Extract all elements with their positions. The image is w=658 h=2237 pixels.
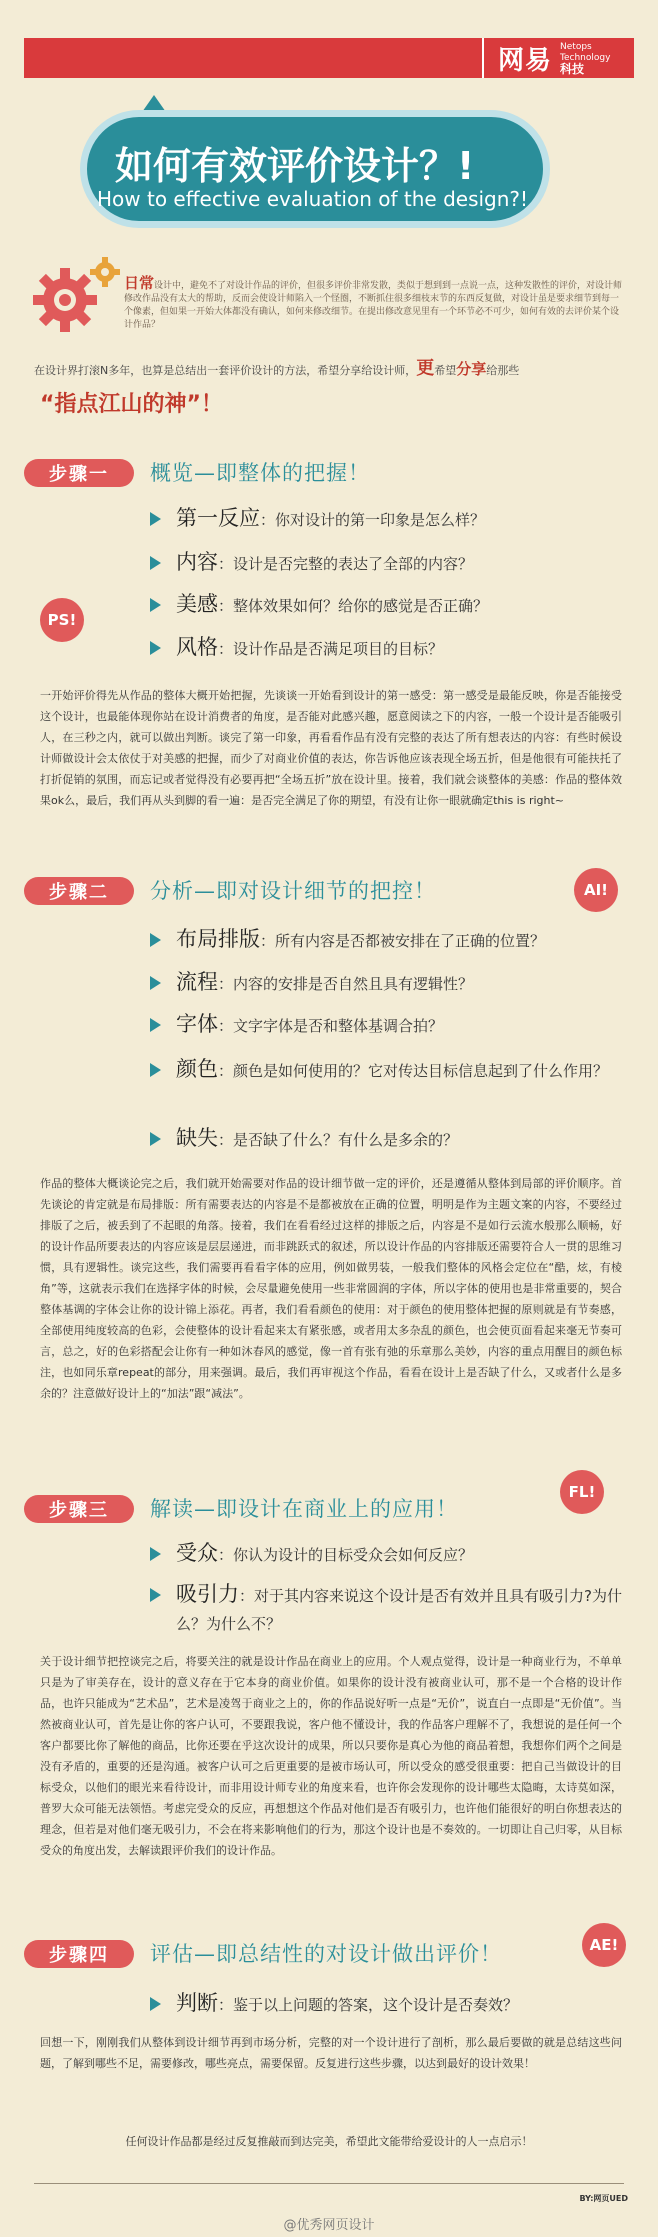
byline: BY:网页UED — [579, 2194, 628, 2203]
item-key: 颜色 — [176, 1057, 218, 1081]
triangle-bullet-icon — [150, 512, 161, 526]
item-key: 第一反应 — [176, 506, 260, 530]
step-2-item — [176, 1127, 458, 1152]
triangle-bullet-icon — [150, 598, 161, 612]
ae-badge: AE! — [582, 1923, 626, 1967]
summary-line — [34, 358, 644, 382]
summary-emphasis-2: 分享 — [456, 360, 487, 378]
header-bar — [24, 38, 634, 78]
step-3-item — [176, 1542, 473, 1567]
fl-badge: FL! — [560, 1470, 604, 1514]
watermark: @优秀网页设计 — [283, 2218, 375, 2233]
item-text: ：文字字体是否和整体基调合拍？ — [218, 1017, 444, 1035]
summary-text-1: 在设计界打滚N多年，也算是总结出一套评价设计的方法，希望分享给设计师， — [34, 364, 417, 377]
item-key: 受众 — [176, 1541, 218, 1565]
step-4-item — [176, 1992, 518, 2017]
title-bubble — [80, 110, 550, 228]
netease-logo — [482, 38, 634, 78]
item-text: ：对于其内容来说这个设计是否有效并且具有吸引力?为什么？为什么不？ — [176, 1587, 622, 1633]
step-1-title: 概览—即整体的把握！ — [150, 461, 370, 485]
step-4-header — [0, 1936, 658, 1972]
item-key: 流程 — [176, 970, 218, 994]
triangle-bullet-icon — [150, 1547, 161, 1561]
step-2-item — [176, 971, 473, 996]
item-text: ：你认为设计的目标受众会如何反应？ — [218, 1546, 474, 1564]
step-1-item — [176, 593, 488, 618]
triangle-bullet-icon — [150, 641, 161, 655]
item-text: ：设计是否完整的表达了全部的内容？ — [218, 555, 474, 573]
logo-sub — [560, 42, 610, 75]
step-4-title: 评估—即总结性的对设计做出评价！ — [150, 1942, 502, 1966]
item-key: 字体 — [176, 1012, 218, 1036]
small-gear-icon — [88, 255, 122, 289]
step-2-item — [176, 1055, 616, 1085]
intro-text: 设计中，避免不了对设计作品的评价，但很多评价非常发散，类似于想到到一点说一点，这种发散性的评价，对设计师修改作品没有太大的帮助，反而会使设计师陷入一个怪圈，不断抓住很多细枝末节的东西反复做，对设计虽是要求细节到每一个像素，但如果一开始大体都没有确认，如何来修改细节。在提出修改意见里有一个环节必不可少，如何有效的去评价某个设计作品？ — [124, 281, 623, 330]
step-4-tag: 步骤四 — [24, 1940, 134, 1968]
item-key: 缺失 — [176, 1126, 218, 1150]
item-key: 内容 — [176, 550, 218, 574]
item-text: ：鉴于以上问题的答案，这个设计是否奏效？ — [218, 1996, 519, 2014]
triangle-bullet-icon — [150, 1997, 161, 2011]
intro-lead: 日常 — [124, 274, 155, 292]
step-2-body: 作品的整体大概谈论完之后，我们就开始需要对作品的设计细节做一定的评价，还是遵循从整体到局部的评价顺序。首先谈论的肯定就是布局排版：所有需要表达的内容是不是都被放在正确的位置，明明是作为主题文案的内容，不要经过排版了之后，被丢到了不起眼的角落。接着，我们在看看经过这样的排版之后，内容是不是如行云流水般那么顺畅，好的设计作品所要表达的内容应该是层层递进，而非跳跃式的叙述，所以设计作品的内容排版还需要符合人一贯的思维习惯，具有逻辑性。谈完这些，我们需要再看看字体的应用，例如做男装，一般我们整体的风格会定位在“酷，炫，有棱角”等，这就表示我们在选择字体的时候，会尽量避免使用一些非常圆润的字体，所以字体的使用也是非常重要的，契合整体基调的字体会让你的设计锦上添花。再者，我们看看颜色的使用：对于颜色的使用整体把握的原则就是有节奏感，全部使用纯度较高的色彩，会使整体的设计看起来太有紧张感，或者用太多杂乱的颜色，也会使页面看起来毫无节奏可言，总之，好的色彩搭配会让你有一种如沐春风的感觉，像一首有张有弛的乐章那么美妙，内容的重点用醒目的颜色标注，也如同乐章repeat的部分，用来强调。最后，我们再审视这个作品，看看在设计上是否缺了什么，又或者什么是多余的？注意做好设计上的“加法”跟“减法”。 — [40, 1177, 622, 1400]
summary-quote: “指点江山的神”！ — [40, 392, 223, 417]
step-2-title: 分析—即对设计细节的把控！ — [150, 879, 436, 903]
step-2-tag: 步骤二 — [24, 877, 134, 905]
item-key: 风格 — [176, 635, 218, 659]
item-text: ：设计作品是否满足项目的目标？ — [218, 640, 444, 658]
item-key: 美感 — [176, 592, 218, 616]
closing-text: 任何设计作品都是经过反复推敲而到达完美，希望此文能带给爱设计的人一点启示！ — [125, 2135, 533, 2148]
logo-en-1: Netops — [560, 41, 592, 52]
step-2-item — [176, 1013, 443, 1038]
triangle-bullet-icon — [150, 1018, 161, 1032]
step-2-header — [0, 873, 658, 909]
ps-badge: PS! — [40, 598, 84, 642]
step-3-header — [0, 1491, 658, 1527]
item-text: ：内容的安排是否自然且具有逻辑性？ — [218, 975, 474, 993]
step-2-item — [176, 928, 545, 953]
item-key: 布局排版 — [176, 927, 260, 951]
divider — [34, 2183, 624, 2184]
triangle-bullet-icon — [150, 1063, 161, 1077]
triangle-bullet-icon — [150, 976, 161, 990]
triangle-bullet-icon — [150, 1132, 161, 1146]
step-1-item — [176, 636, 443, 661]
page-subtitle: How to effective evaluation of the design?! — [97, 187, 529, 211]
logo-text: 网易 — [498, 45, 553, 76]
item-text: ：整体效果如何？给你的感觉是否正确？ — [218, 597, 489, 615]
step-3-title: 解读—即设计在商业上的应用！ — [150, 1497, 458, 1521]
summary-text-2: 希望 — [434, 364, 457, 377]
step-1-item — [176, 551, 473, 576]
item-text: ：颜色是如何使用的？它对传达目标信息起到了什么作用？ — [218, 1062, 609, 1080]
intro-paragraph — [124, 274, 624, 332]
summary-emphasis: 更 — [416, 358, 435, 379]
step-1-item — [176, 507, 485, 532]
item-text: ：是否缺了什么？有什么是多余的？ — [218, 1131, 459, 1149]
ai-badge: AI! — [574, 868, 618, 912]
step-4-body: 回想一下，刚刚我们从整体到设计细节再到市场分析，完整的对一个设计进行了剖析，那么最后要做的就是总结这些问题，了解到哪些不足，需要修改，哪些亮点，需要保留。反复进行这些步骤，以达到最好的设计效果！ — [40, 2036, 622, 2070]
step-3-tag: 步骤三 — [24, 1495, 134, 1523]
triangle-bullet-icon — [150, 556, 161, 570]
step-1-header — [0, 455, 658, 491]
step-1-tag: 步骤一 — [24, 459, 134, 487]
item-key: 吸引力 — [176, 1582, 239, 1606]
triangle-bullet-icon — [150, 1588, 161, 1602]
logo-en-2: Technology — [560, 52, 611, 63]
step-1-body: 一开始评价得先从作品的整体大概开始把握，先谈谈一开始看到设计的第一感受：第一感受是最能反映，你是否能接受这个设计，也最能体现你站在设计消费者的角度，是否能对此感兴趣，愿意阅读之下的内容，一般一个设计是否能吸引人，在三秒之内，就可以做出判断。谈完了第一印象，再看看作品有没有完整的表达了所有想表达的内容：有些时候设计师做设计会太依仗于对美感的把握，而少了对商业价值的表达，你告诉他应该表现全场五折，但是他很有可能扶托了打折促销的氛围，而忘记或者觉得没有必要再把“全场五折”放在设计里。接着，我们就会谈整体的美感：作品的整体效果ok么，最后，我们再从头到脚的看一遍：是否完全满足了你的期望，有没有让你一眼就确定this is right~ — [40, 689, 622, 807]
step-3-body: 关于设计细节把控谈完之后，将要关注的就是设计作品在商业上的应用。个人观点觉得，设计是一种商业行为，不单单只是为了审美存在，设计的意义存在于它本身的商业价值。如果你的设计没有被商业认可，那不是一个合格的设计作品，也许只能成为“艺术品”，艺术是凌驾于商业之上的，你的作品说好听一点是“无价”，说直白一点即是“无价值”。当然被商业认可，首先是让你的客户认可，不要跟我说，客户他不懂设计，我的作品客户理解不了，我想说的是任何一个客户都要比你了解他的商品，比你还要在乎这次设计的成果，所以只要你是真心为他的商品着想，我想你们两个之间是没有矛盾的，重要的还是沟通。被客户认可之后更重要的是被市场认可，所以受众的感受很重要：把自己当做设计的目标受众，以他们的眼光来看待设计，而非用设计师专业的角度来看，也许你会发现你的设计哪些太隐晦，太诗莫如深，普罗大众可能无法领悟。考虑完受众的反应，再想想这个作品对他们是否有吸引力，也许他们能很好的明白你想表达的理念，但若是对他们毫无吸引力，不会在将来影响他们的行为，那这个设计也是不奏效的。一切即让自己归零，从目标受众的角度出发，去解读跟评价我们的设计作品。 — [40, 1655, 622, 1857]
item-text: ：你对设计的第一印象是怎么样？ — [260, 511, 486, 529]
step-3-item — [176, 1580, 636, 1638]
logo-cn: 科技 — [560, 61, 585, 76]
page-title: 如何有效评价设计？! — [115, 144, 475, 188]
triangle-bullet-icon — [150, 933, 161, 947]
summary-text-3: 给那些 — [486, 364, 520, 377]
item-text: ：所有内容是否都被安排在了正确的位置？ — [260, 932, 546, 950]
item-key: 判断 — [176, 1991, 218, 2015]
